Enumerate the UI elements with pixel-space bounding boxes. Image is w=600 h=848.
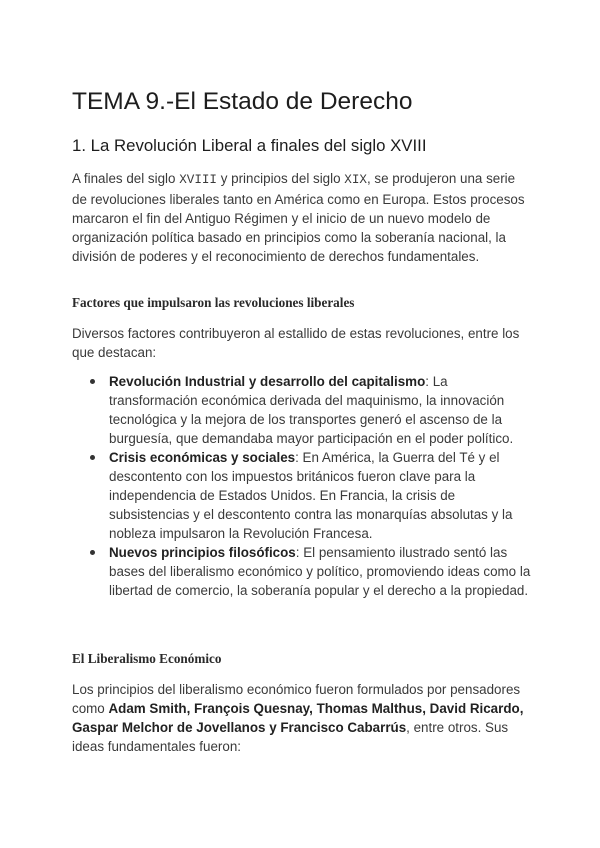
list-item-text: : El pensamiento ilustrado sentó las bases del liberalismo económico y político, promoviendo ideas como la libertad de comercio, la soberanía popular y el derecho a la propiedad. (109, 545, 531, 598)
thinkers-names: Adam Smith, François Quesnay, Thomas Malthus, David Ricardo, Gaspar Melchor de Jovellanos y Francisco Cabarrús (72, 701, 524, 735)
intro-text-part: A finales del siglo (72, 171, 180, 186)
list-item (72, 448, 532, 543)
list-item-term: Revolución Industrial y desarrollo del capitalismo (109, 374, 426, 389)
liberalismo-text-part: Los principios del liberalismo económico fueron formulados por pensadores como (72, 682, 521, 716)
list-item (72, 372, 532, 448)
section-heading-revolucion-liberal: 1. La Revolución Liberal a finales del siglo XVIII (72, 136, 427, 155)
liberalismo-text-part: , entre otros. Sus ideas fundamentales fueron: (72, 720, 509, 754)
subheading-liberalismo-economico: El Liberalismo Económico (72, 651, 222, 666)
century-xviii: XVIII (179, 173, 217, 187)
list-item-term: Crisis económicas y sociales (109, 450, 296, 465)
page-title: TEMA 9.-El Estado de Derecho (72, 88, 413, 115)
bullet-icon (90, 379, 95, 384)
liberalismo-paragraph (72, 680, 532, 756)
bullet-icon (90, 550, 95, 555)
intro-text-part: y principios del siglo (217, 171, 345, 186)
factores-list (72, 372, 532, 600)
intro-paragraph (72, 169, 532, 266)
list-item-term: Nuevos principios filosóficos (109, 545, 296, 560)
intro-text-part: , se produjeron una serie de revoluciones liberales tanto en América como en Europa. Estos procesos marcaron el fin del Antiguo Régimen y el inicio de un nuevo modelo de organización política basado en principios como la soberanía nacional, la división de poderes y el reconocimiento de derechos fundamentales. (72, 171, 525, 264)
century-xix: XIX (344, 173, 367, 187)
list-item-text: : La transformación económica derivada del maquinismo, la innovación tecnológica y la mejora de los transportes generó el ascenso de la burguesía, que demandaba mayor participación en el poder político. (109, 374, 514, 446)
subheading-factores: Factores que impulsaron las revoluciones liberales (72, 295, 355, 310)
bullet-icon (90, 455, 95, 460)
factores-intro-paragraph: Diversos factores contribuyeron al estallido de estas revoluciones, entre los que destacan: (72, 326, 520, 360)
list-item (72, 543, 532, 600)
list-item-text: : En América, la Guerra del Té y el descontento con los impuestos británicos fueron clave para la independencia de Estados Unidos. En Francia, la crisis de subsistencias y el descontento contra las monarquías absolutas y la nobleza impulsaron la Revolución Francesa. (109, 450, 513, 541)
